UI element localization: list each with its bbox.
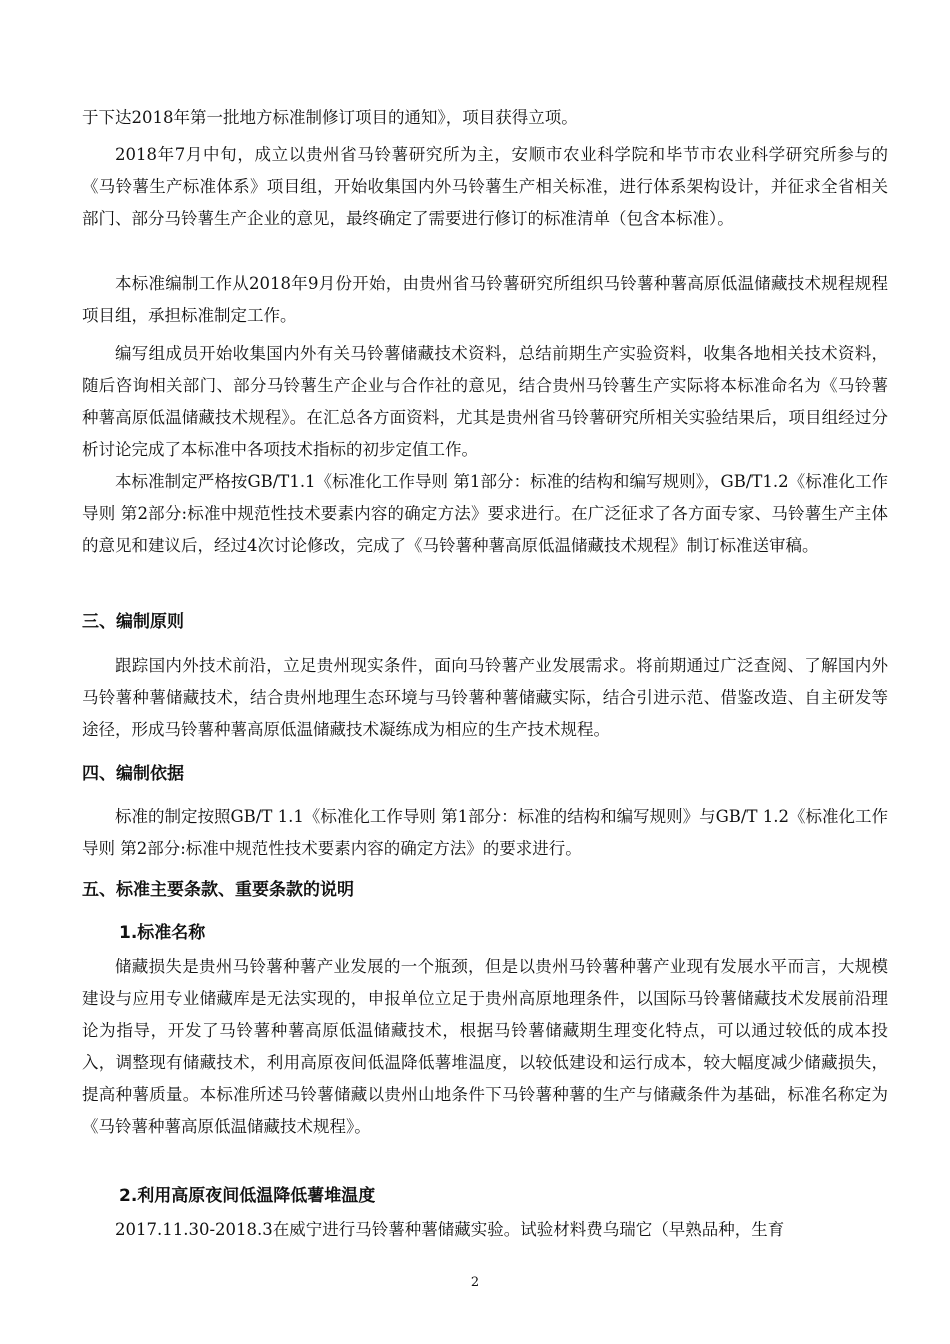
paragraph: 2018年7月中旬，成立以贵州省马铃薯研究所为主，安顺市农业科学院和毕节市农业科学研究所参与的《马铃薯生产标准体系》项目组，开始收集国内外马铃薯生产相关标准，进行体系架构设计，并征求全省相关部门、部分马铃薯生产企业的意见，最终确定了需要进行修订的标准清单（包含本标准）。 — [82, 145, 888, 228]
paragraph: 于下达2018年第一批地方标准制修订项目的通知》，项目获得立项。 — [82, 108, 578, 127]
section-heading: 三、编制原则 — [82, 612, 184, 632]
section-heading: 四、编制依据 — [82, 764, 184, 784]
subsection-heading: 1.标准名称 — [119, 923, 206, 943]
subsection-heading: 2.利用高原夜间低温降低薯堆温度 — [119, 1186, 376, 1206]
paragraph: 储藏损失是贵州马铃薯种薯产业发展的一个瓶颈，但是以贵州马铃薯种薯产业现有发展水平而言，大规模建设与应用专业储藏库是无法实现的，申报单位立足于贵州高原地理条件，以国际马铃薯储藏技术发展前沿理论为指导，开发了马铃薯种薯高原低温储藏技术，根据马铃薯储藏期生理变化特点，可以通过较低的成本投入，调整现有储藏技术，利用高原夜间低温降低薯堆温度，以较低建设和运行成本，较大幅度减少储藏损失，提高种薯质量。本标准所述马铃薯储藏以贵州山地条件下马铃薯种薯的生产与储藏条件为基础，标准名称定为《马铃薯种薯高原低温储藏技术规程》。 — [82, 957, 888, 1136]
paragraph: 标准的制定按照GB/T 1.1《标准化工作导则 第1部分：标准的结构和编写规则》与GB/T 1.2《标准化工作导则 第2部分:标准中规范性技术要素内容的确定方法》的要求进行。 — [82, 807, 888, 858]
paragraph: 本标准编制工作从2018年9月份开始，由贵州省马铃薯研究所组织马铃薯种薯高原低温储藏技术规程规程项目组，承担标准制定工作。 — [82, 274, 888, 325]
paragraph: 编写组成员开始收集国内外有关马铃薯储藏技术资料，总结前期生产实验资料，收集各地相关技术资料，随后咨询相关部门、部分马铃薯生产企业与合作社的意见，结合贵州马铃薯生产实际将本标准命名为《马铃薯种薯高原低温储藏技术规程》。在汇总各方面资料，尤其是贵州省马铃薯研究所相关实验结果后，项目组经过分析讨论完成了本标准中各项技术指标的初步定值工作。 — [82, 344, 888, 459]
paragraph: 本标准制定严格按GB/T1.1《标准化工作导则 第1部分：标准的结构和编写规则》，GB/T1.2《标准化工作导则 第2部分:标准中规范性技术要素内容的确定方法》要求进行。在广泛征求了各方面专家、马铃薯生产主体的意见和建议后，经过4次讨论修改，完成了《马铃薯种薯高原低温储藏技术规程》制订标准送审稿。 — [82, 472, 888, 555]
paragraph: 跟踪国内外技术前沿，立足贵州现实条件，面向马铃薯产业发展需求。将前期通过广泛查阅、了解国内外马铃薯种薯储藏技术，结合贵州地理生态环境与马铃薯种薯储藏实际，结合引进示范、借鉴改造、自主研发等途径，形成马铃薯种薯高原低温储藏技术凝练成为相应的生产技术规程。 — [82, 656, 888, 739]
section-heading: 五、标准主要条款、重要条款的说明 — [82, 880, 354, 900]
page-number: 2 — [470, 1275, 480, 1290]
paragraph: 2017.11.30-2018.3在威宁进行马铃薯种薯储藏实验。试验材料费乌瑞它（早熟品种，生育 — [115, 1220, 785, 1239]
